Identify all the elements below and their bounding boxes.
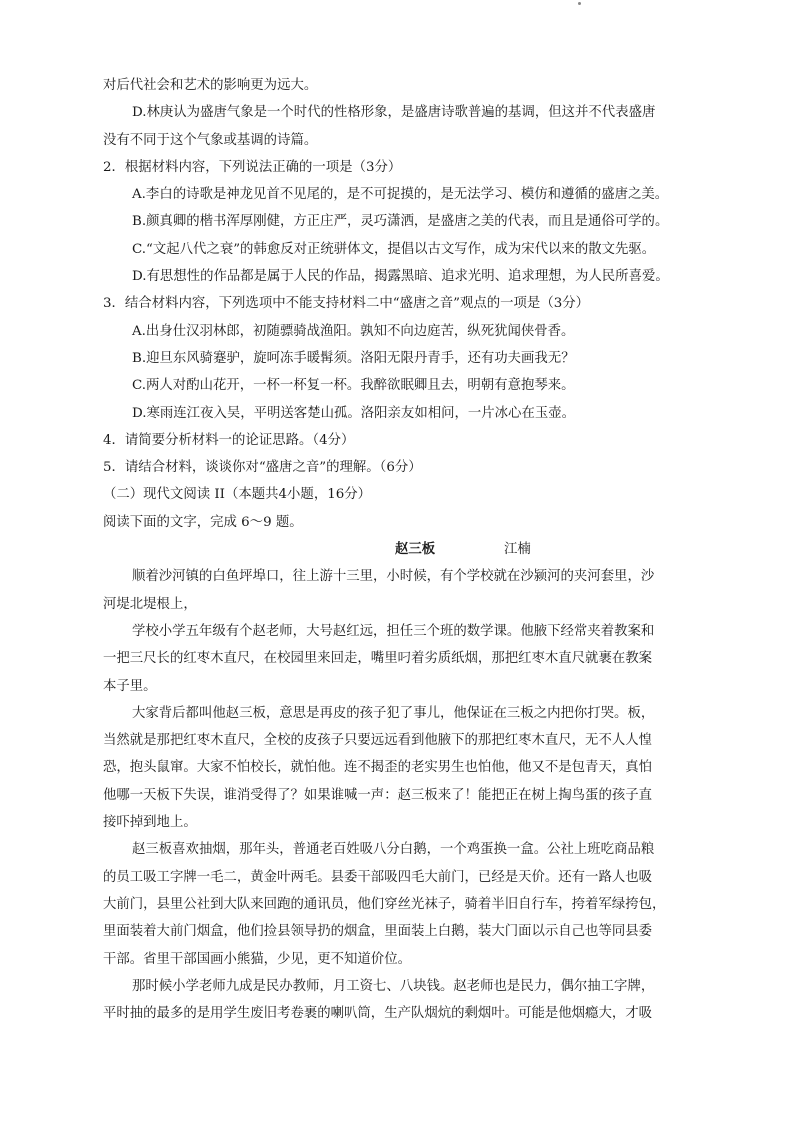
paragraph-line: 大家背后都叫他赵三板，意思是再皮的孩子犯了事儿，他保证在三板之内把你打哭。板， [132,705,655,721]
paragraph-line: 里面装着大前门烟盒，他们捡县领导扔的烟盒，里面装上白鹅，装大门面以示自己也等同县委 [103,924,653,940]
paragraph-line: 一把三尺长的红枣木直尺，在校园里来回走，嘴里叼着劣质纸烟，那把红枣木直尺就裹在教案 [103,651,653,667]
section-heading: （二）现代文阅读 II（本题共4小题，16分） [103,487,372,503]
paragraph-line: 的员工吸工字牌一毛二，黄金叶两毛。县委干部吸四毛大前门，已经是天价。还有一路人也吸 [103,869,653,885]
q3-option-d: D.寒雨连江夜入吴，平明送客楚山孤。洛阳亲友如相问，一片冰心在玉壶。 [132,405,576,421]
document-body [103,72,703,1027]
q3-option-c: C.两人对酌山花开，一杯一杯复一杯。我醉欲眠卿且去，明朝有意抱琴来。 [132,378,575,394]
paragraph-line: 接吓掉到地上。 [103,815,197,831]
paragraph-line: 本子里。 [103,678,157,694]
paragraph-line: 当然就是那把红枣木直尺，全校的皮孩子只要远远看到他腋下的那把红枣木直尺，无不人人惶 [103,733,653,749]
paragraph-line: 他哪一天板下失误，谁消受得了？如果谁喊一声：赵三板来了！能把正在树上掏鸟蛋的孩子直 [103,787,653,803]
paragraph-line: 顺着沙河镇的白鱼坪埠口，往上游十三里，小时候，有个学校就在沙颍河的夹河套里，沙 [132,569,655,585]
q2-option-b: B.颜真卿的楷书浑厚刚健，方正庄严，灵巧潇洒，是盛唐之美的代表，而且是通俗可学的。 [132,214,669,230]
page-mark [578,2,581,5]
paragraph-line: 干部。省里干部国画小熊猫，少见，更不知道价位。 [103,951,411,967]
article-title: 赵三板 [395,541,436,558]
q2-option-a: A.李白的诗歌是神龙见首不见尾的，是不可捉摸的，是无法学习、模仿和遵循的盛唐之美。 [132,187,669,203]
paragraph-line: 河堤北堤根上， [103,596,197,612]
paragraph-line: 赵三板喜欢抽烟，那年头，普通老百姓吸八分白鹅，一个鸡蛋换一盒。公社上班吃商品粮 [132,842,655,858]
question-4: 4．请简要分析材料一的论证思路。（4分） [103,432,355,448]
paragraph-line: 学校小学五年级有个赵老师，大号赵红远，担任三个班的数学课。他腋下经常夹着教案和 [132,623,655,639]
question-2: 2．根据材料内容，下列说法正确的一项是（3分） [103,159,402,175]
question-3: 3．结合材料内容，下列选项中不能支持材料二中“盛唐之音”观点的一项是（3分） [103,296,590,312]
text-line: 对后代社会和艺术的影响更为远大。 [103,78,318,93]
q2-option-d: D.有思想性的作品都是属于人民的作品，揭露黑暗、追求光明、追求理想，为人民所喜爱。 [132,269,669,285]
question-5: 5．请结合材料，谈谈你对“盛唐之音”的理解。（6分） [103,460,422,476]
paragraph-line: 那时候小学老师九成是民办教师，月工资七、八块钱。赵老师也是民力，偶尔抽工字牌， [132,978,655,994]
reading-instruction: 阅读下面的文字，完成 6～9 题。 [103,514,303,530]
q2-option-c: C.“文起八代之衰”的韩愈反对正统骈体文，提倡以古文写作，成为宋代以来的散文先驱。 [132,241,656,257]
article-author: 江楠 [504,542,531,558]
article-header [103,536,703,563]
text-line: 没有不同于这个气象或基调的诗篇。 [103,132,318,148]
paragraph-line: 平时抽的最多的是用学生废旧考卷裹的喇叭筒，生产队烟炕的剩烟叶。可能是他烟瘾大，才吸 [103,1006,653,1022]
q3-option-a: A.出身仕汉羽林郎，初随骠骑战渔阳。孰知不向边庭苦，纵死犹闻侠骨香。 [132,323,575,339]
q3-option-b: B.迎旦东风骑蹇驴，旋呵冻手暖髯须。洛阳无限丹青手，还有功夫画我无？ [132,350,575,366]
option-d-line: D.林庚认为盛唐气象是一个时代的性格形象，是盛唐诗歌普遍的基调，但这并不代表盛唐 [132,105,656,121]
paragraph-line: 大前门，县里公社到大队来回跑的通讯员，他们穿丝光袜子，骑着半旧自行车，挎着军绿挎包， [103,896,666,912]
paragraph-line: 恐，抱头鼠窜。大家不怕校长，就怕他。连不揭歪的老实男生也怕他，他又不是包青天，真怕 [103,760,653,776]
